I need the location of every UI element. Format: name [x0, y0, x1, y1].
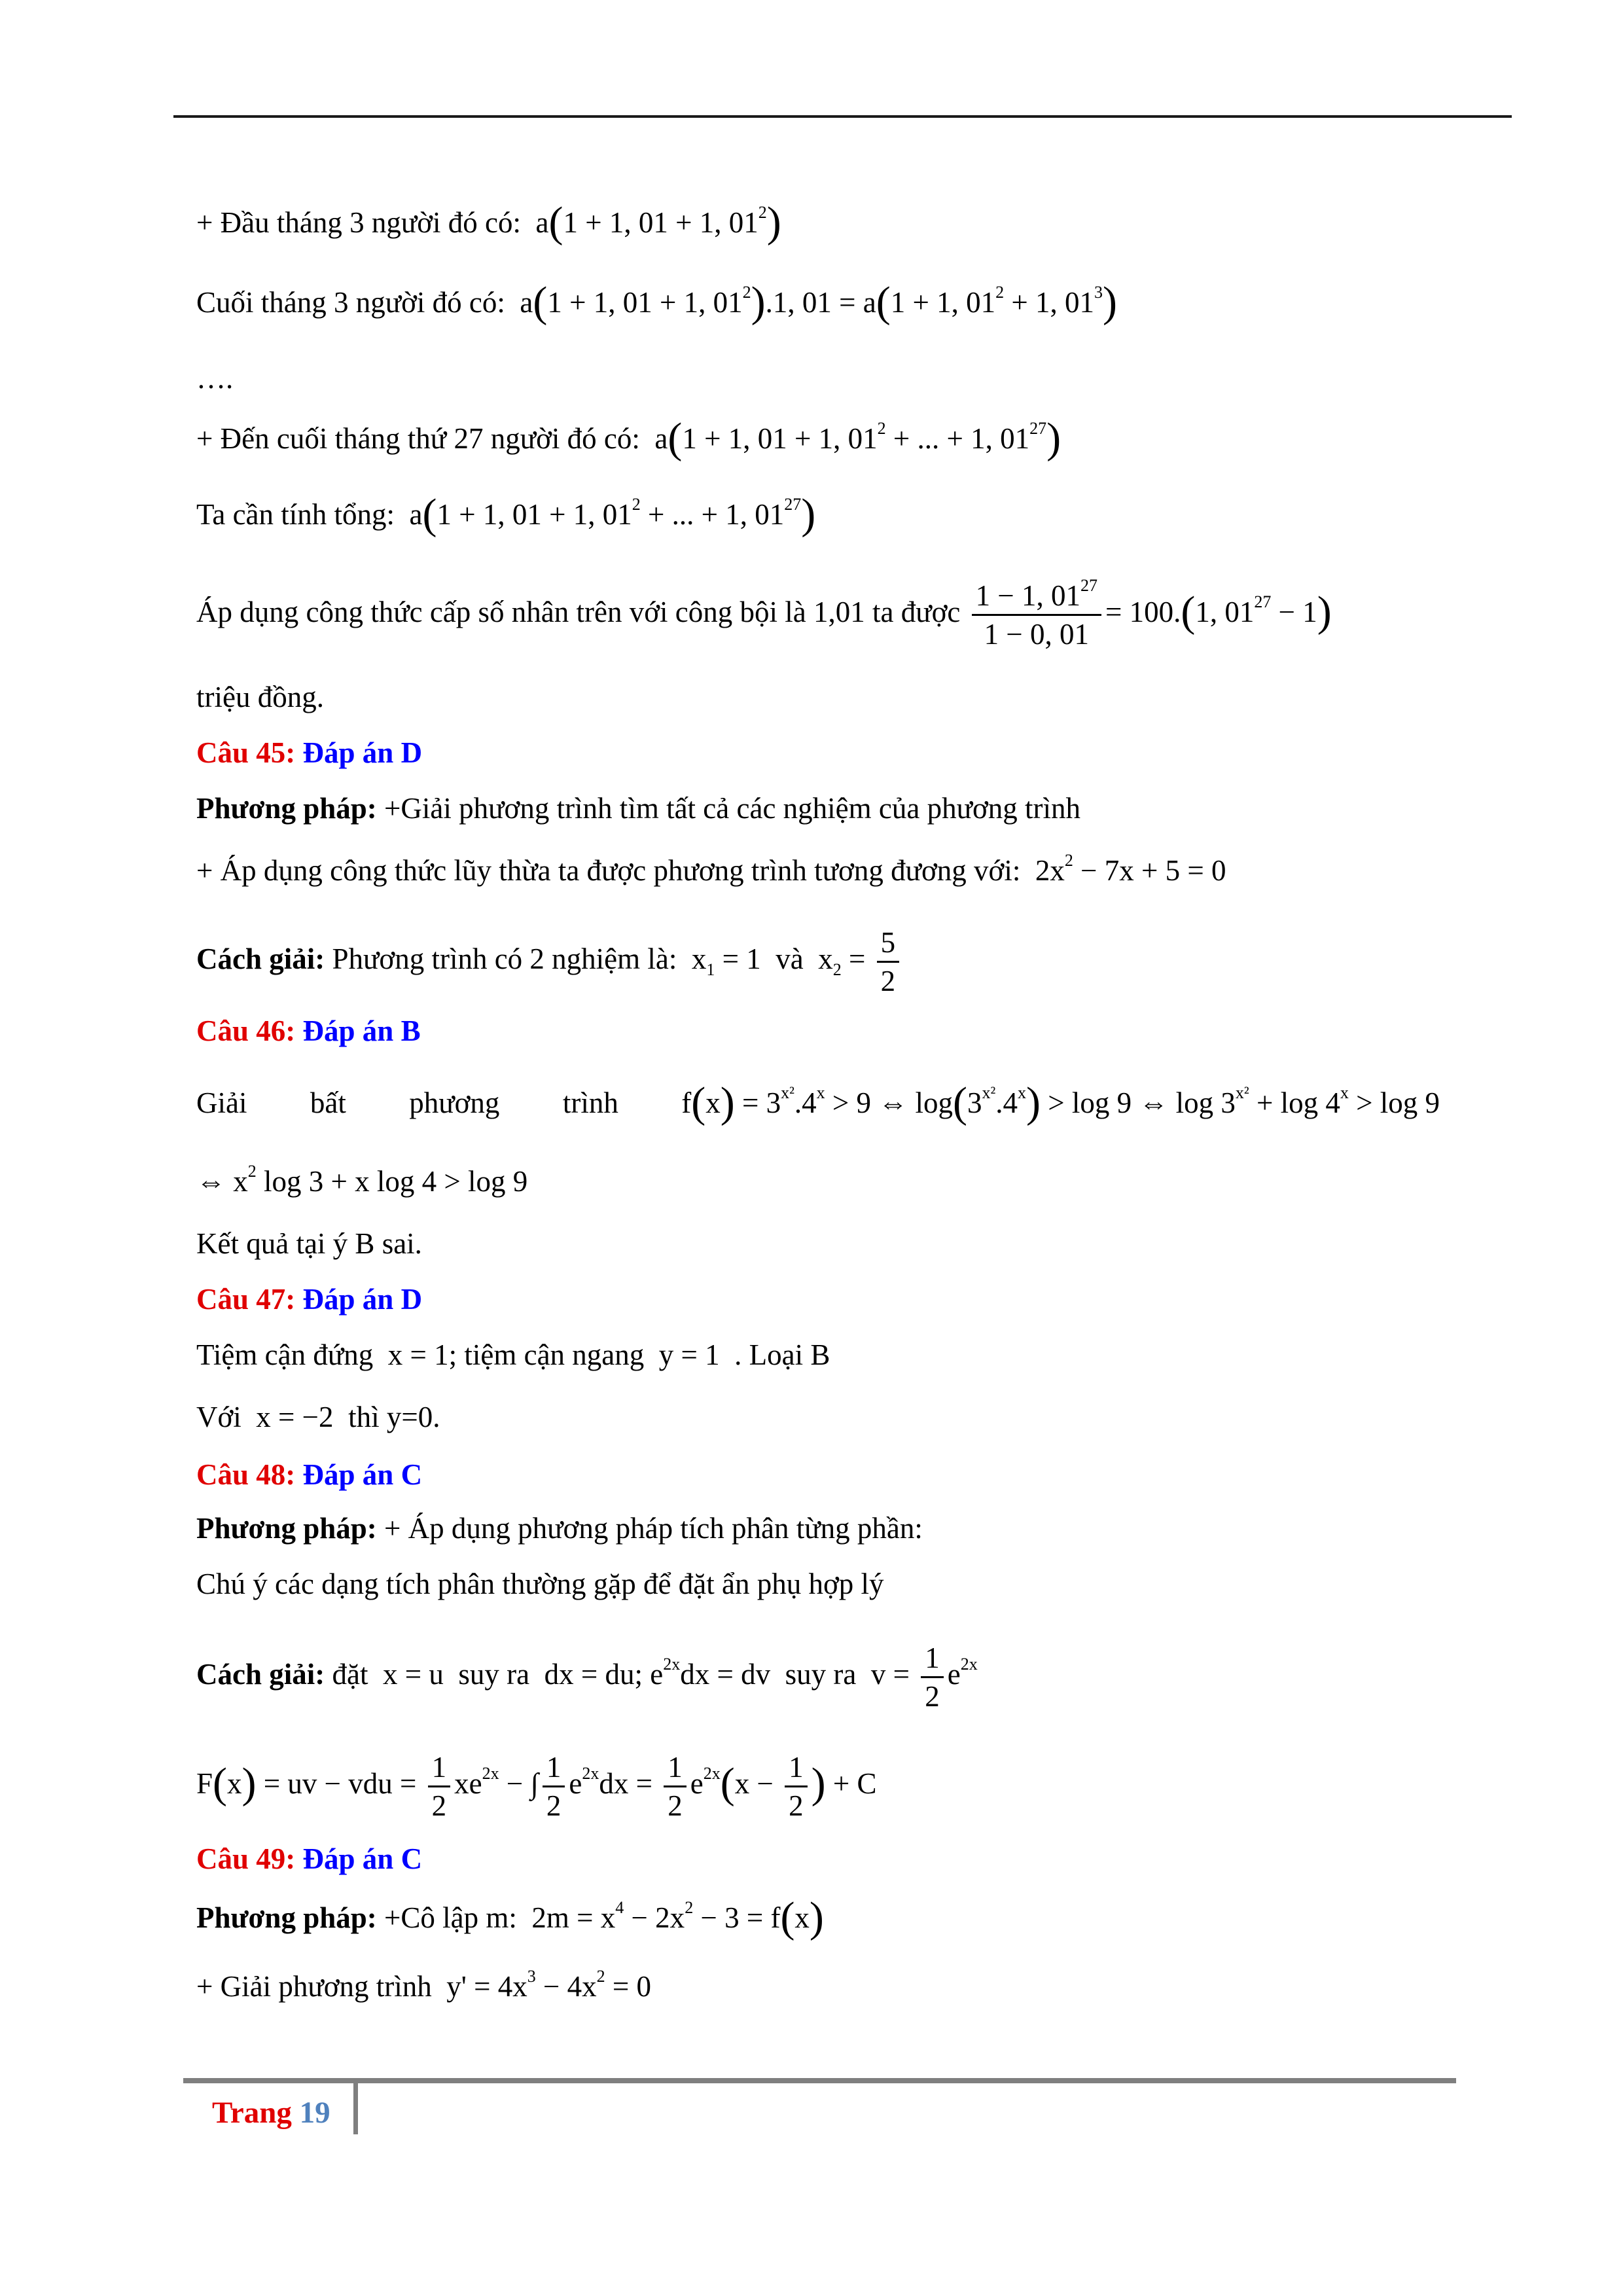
formula: $f(x) = 3^{x^2}.4^x > 9$ ⇔ $\log(3^{x^2}.4^x) > \log 9$ ⇔ $\log 3^{x^2} + \log 4^x > \log 9$	[681, 1079, 1440, 1126]
q49-heading: Câu 49: Đáp án C	[196, 1842, 423, 1875]
q46-equivalent	[196, 1162, 527, 1201]
formula: $x_2$ = $\frac{5}{2}$	[811, 942, 903, 975]
q48-heading: Câu 48: Đáp án C	[196, 1458, 423, 1491]
formula: x = u	[375, 1657, 452, 1691]
footer-divider	[353, 2083, 358, 2134]
line-end-month-3: Cuối tháng 3 người đó có: a(1 + 1, 01 + 1, $01^2).1$, 01 = a(1 + 1, $01^2 + 1$, $01^3$)	[196, 278, 1117, 326]
formula: F(x) = uv − vdu = $\frac{1}{2}$ $xe^{2x}$ − ∫ $\frac{1}{2}$ $e^{2x}dx$ = $\frac{1}{2}$ $e^{2x}(x$ − $\frac{1}{2}$ ) + C	[196, 1767, 876, 1800]
q48-method: Phương pháp: + Áp dụng phương pháp tích phân từng phần:	[196, 1512, 923, 1545]
formula: v = $\frac{1}{2}$ $e^{2x}$	[864, 1658, 978, 1691]
formula: dx = du; $e^{2x}dx$ = dv	[537, 1654, 778, 1691]
formula: a(1 + 1, 01 + 1, $01^2$ + ... + 1, $01^{27}$)	[402, 490, 816, 538]
formula: ⇔ $x^2$ log 3 + x log 4 > log 9	[196, 1162, 528, 1198]
line-month-27: + Đến cuối tháng thứ 27 người đó có: a(1 + 1, 01 + 1, $01^2$ + ... + 1, $01^{27}$)	[196, 414, 1061, 462]
formula: a(1 + 1, 01 + 1, $01^2$)	[528, 198, 781, 246]
line-million-dong: triệu đồng.	[196, 681, 324, 713]
q48-integration	[196, 1749, 876, 1824]
q46-inequality: Giải bất phương trình $f(x) = 3^{x^2}.4^x > 9$ ⇔ $\log(3^{x^2}.4^x) > \log 9$ ⇔ $\log 3^{x^2} + \log 4^x > \log 9$	[196, 1079, 1440, 1126]
line-start-month-3: + Đầu tháng 3 người đó có: a(1 + 1, 01 + 1, $01^2$)	[196, 198, 781, 246]
line-ellipsis: ….	[196, 362, 234, 395]
formula: x = −2	[249, 1401, 341, 1433]
q47-asymptotes: Tiệm cận đứng x = 1; tiệm cận ngang y = 1 . Loại B	[196, 1338, 830, 1371]
line-sum: Ta cần tính tổng: a(1 + 1, 01 + 1, $01^2$ + ... + 1, $01^{27}$)	[196, 490, 816, 538]
formula: y = 1	[651, 1338, 727, 1371]
q48-substitution: Cách giải: đặt x = u suy ra dx = du; $e^{2x}dx$ = dv suy ra v = $\frac{1}{2}$ $e^{2x}$	[196, 1640, 978, 1715]
formula: a(1 + 1, 01 + 1, $01^2).1$, 01 = a(1 + 1, $01^2 + 1$, $01^3$)	[512, 278, 1117, 326]
footer-rule	[183, 2078, 1456, 2083]
q47-heading: Câu 47: Đáp án D	[196, 1283, 423, 1316]
q45-heading: Câu 45: Đáp án D	[196, 736, 423, 769]
line-geometric-series: Áp dụng công thức cấp số nhân trên với công bội là 1,01 ta được $\frac{1 - 1, 01^{27}}{1 - 0, 01}$ = 100.(1, $01^{27} - 1$)	[196, 576, 1332, 651]
page-number: Trang 19	[212, 2096, 330, 2130]
q49-derivative: + Giải phương trình $y' = 4x^3 - 4x^2 = 0$	[196, 1967, 652, 2003]
q49-method: Phương pháp: +Cô lập m: $2m = x^4 - 2x^2 - 3 = f(x)$	[196, 1893, 824, 1941]
formula: $y' = 4x^3 - 4x^2 = 0$	[439, 1967, 652, 2003]
formula: $x_1 = 1$	[684, 942, 769, 979]
q48-note: Chú ý các dạng tích phân thường gặp để đặt ẩn phụ hợp lý	[196, 1568, 884, 1600]
header-rule	[173, 115, 1512, 118]
formula: a(1 + 1, 01 + 1, $01^2$ + ... + 1, $01^{27}$)	[647, 414, 1061, 462]
q46-heading: Câu 46: Đáp án B	[196, 1014, 421, 1047]
q47-point: Với x = −2 thì y=0.	[196, 1401, 440, 1433]
formula: $2m = x^4 - 2x^2 - 3 = f(x)$	[524, 1893, 824, 1941]
formula: $2x^2 - 7x + 5 = 0$	[1027, 851, 1226, 887]
q45-solution: Cách giải: Phương trình có 2 nghiệm là: $x_1 = 1$ và $x_2$ = $\frac{5}{2}$	[196, 924, 903, 999]
formula: $\frac{1 - 1, 01^{27}}{1 - 0, 01}$ = 100.(1, $01^{27} - 1$)	[968, 596, 1332, 628]
q45-method: Phương pháp: +Giải phương trình tìm tất cả các nghiệm của phương trình	[196, 792, 1081, 825]
formula: x = 1	[380, 1338, 449, 1371]
q46-result: Kết quả tại ý B sai.	[196, 1227, 422, 1260]
q45-equation-line: + Áp dụng công thức lũy thừa ta được phương trình tương đương với: $2x^2 - 7x + 5 = 0$	[196, 851, 1226, 887]
